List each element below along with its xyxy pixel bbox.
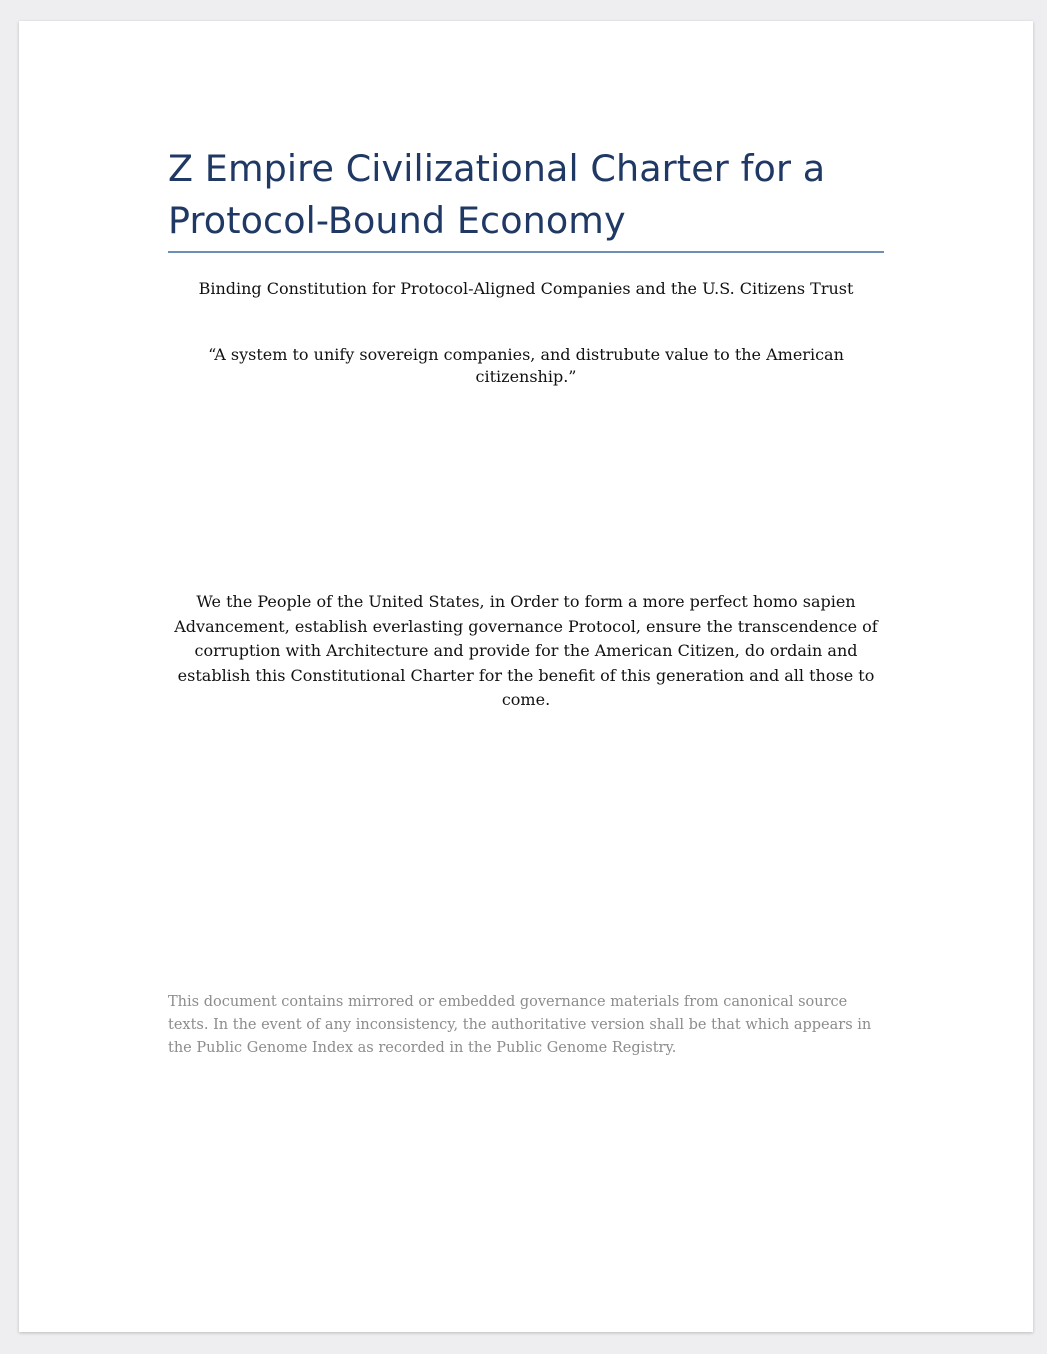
document-page: [19, 21, 1033, 1332]
preamble-paragraph: We the People of the United States, in Order to form a more perfect homo sapien Advancement, establish everlasting governance Protocol, ensure the transcendence of corruption with Architecture and provide for the American Citizen, do ordain and establish this Constitutional Charter for the benefit of this generation and all those to come.: [174, 592, 878, 710]
document-motto-quote: “A system to unify sovereign companies, and distrubute value to the American citizenship.”: [208, 345, 844, 386]
document-subtitle: Binding Constitution for Protocol-Aligned Companies and the U.S. Citizens Trust: [198, 279, 854, 298]
title-divider: [168, 251, 884, 253]
document-title: Z Empire Civilizational Charter for a Protocol-Bound Economy: [168, 147, 826, 242]
source-notice: This document contains mirrored or embedded governance materials from canonical source texts. In the event of any inconsistency, the authoritative version shall be that which appears in the Public Genome Index as recorded in the Public Genome Registry.: [168, 994, 872, 1056]
